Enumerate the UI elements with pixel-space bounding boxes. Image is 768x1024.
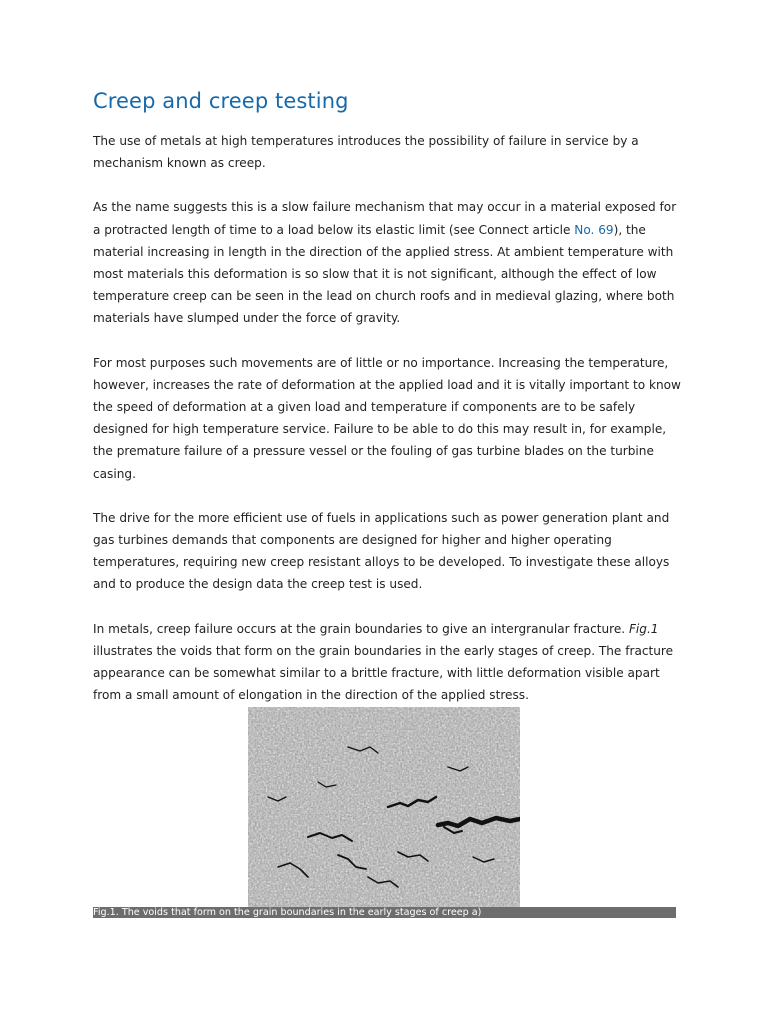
paragraph-1: The use of metals at high temperatures introduces the possibility of failure in service by a mechanism known as creep.	[93, 134, 639, 171]
paragraph-5-text-b: illustrates the voids that form on the grain boundaries in the early stages of creep. The fracture appearance can be somewhat similar to a brittle fracture, with little deformation visible apart from a small amount of elongation in the direction of the applied stress.	[93, 643, 674, 703]
connect-article-link[interactable]: No. 69	[574, 222, 614, 237]
paragraph-2-text-b: ), the material increasing in length in the direction of the applied stress. At ambient temperature with most materials this deformation is so slow that it is not significant, although the effect of low temperature creep can be seen in the lead on church roofs and in medieval glazing, where both materials have slumped under the force of gravity.	[93, 222, 675, 326]
micrograph-image	[248, 707, 520, 907]
micrograph-svg	[248, 707, 520, 907]
paragraph-2-text-a: As the name suggests this is a slow failure mechanism that may occur in a material exposed for a protracted length of time to a load below its elastic limit (see Connect article	[93, 200, 677, 237]
paragraph-5	[93, 618, 683, 707]
paragraph-4: The drive for the more efficient use of fuels in applications such as power generation plant and gas turbines demands that components are designed for higher and higher operating temperatures, requiring new creep resistant alloys to be developed. To investigate these alloys and to produce the design data the creep test is used.	[93, 510, 670, 592]
figure-reference: Fig.1	[628, 621, 659, 636]
paragraph-2	[93, 196, 683, 329]
figure-caption: Fig.1. The voids that form on the grain boundaries in the early stages of creep a)	[93, 907, 676, 918]
paragraph-5-text-a: In metals, creep failure occurs at the grain boundaries to give an intergranular fracture.	[93, 621, 629, 636]
article-body	[93, 86, 683, 706]
page-title: Creep and creep testing	[93, 89, 349, 113]
paragraph-3: For most purposes such movements are of little or no importance. Increasing the temperature, however, increases the rate of deformation at the applied load and it is vitally important to know the speed of deformation at a given load and temperature if components are to be safely designed for high temperature service. Failure to be able to do this may result in, for example, the premature failure of a pressure vessel or the fouling of gas turbine blades on the turbine casing.	[93, 355, 681, 481]
